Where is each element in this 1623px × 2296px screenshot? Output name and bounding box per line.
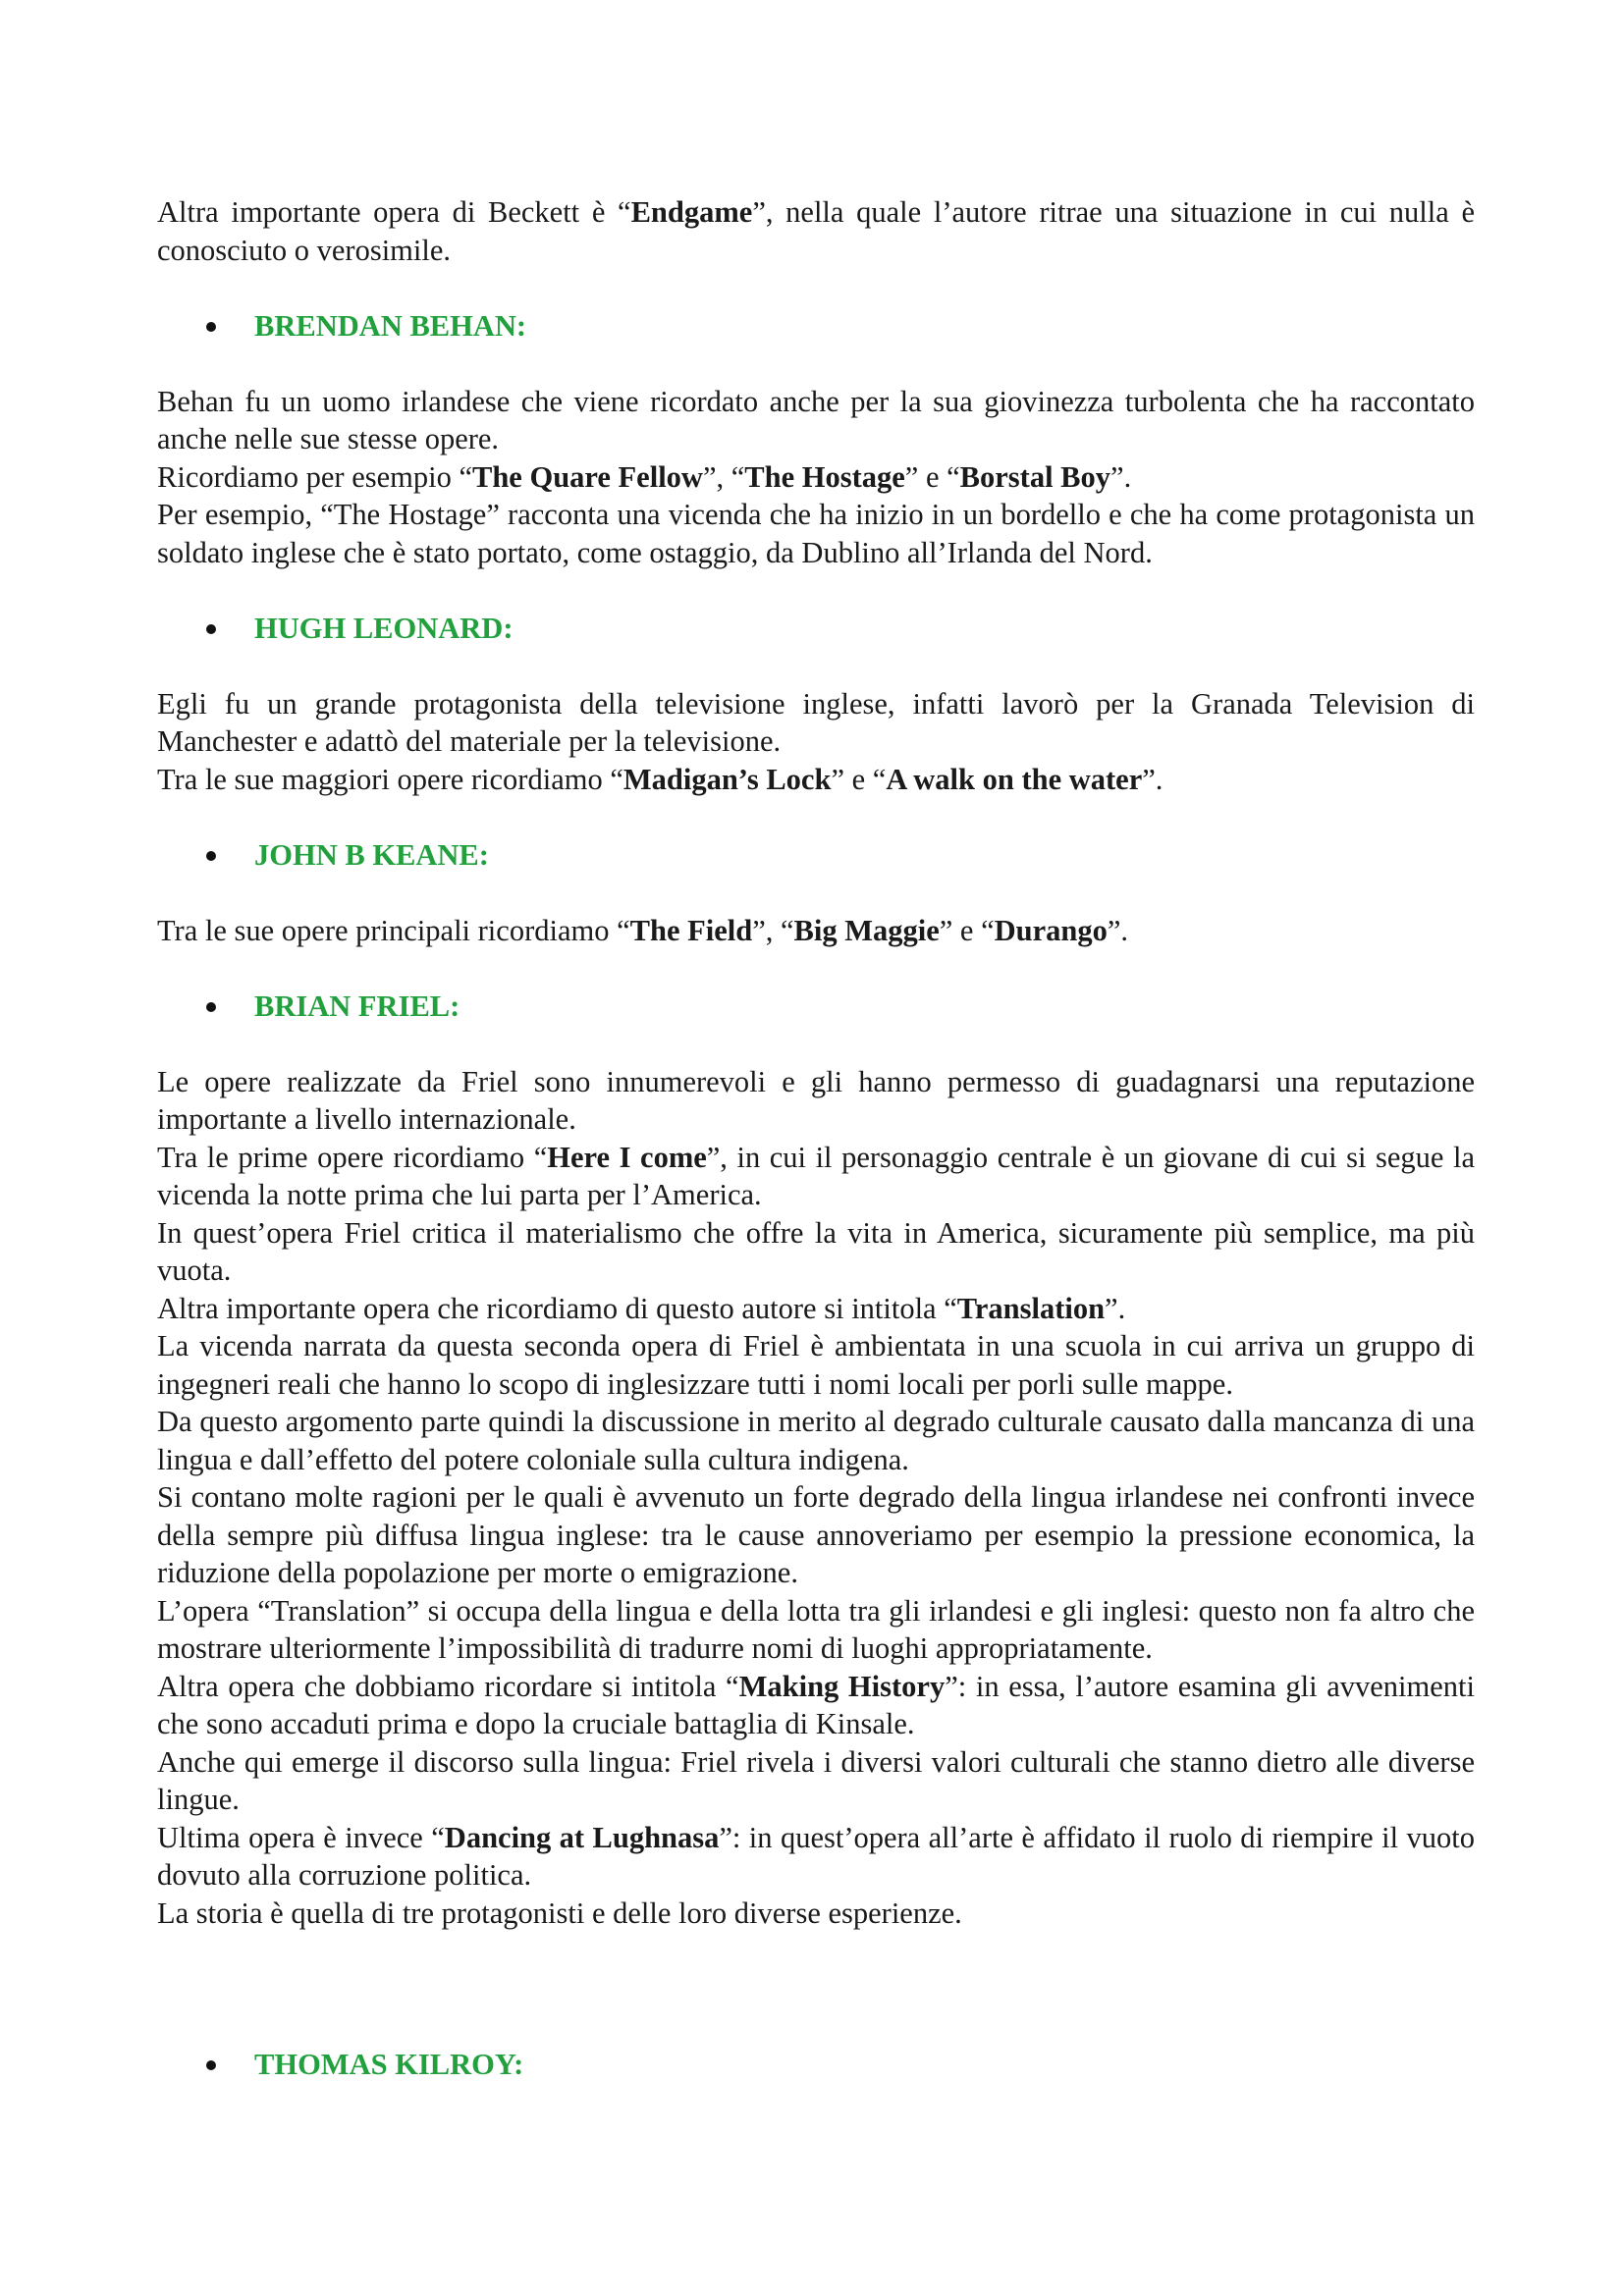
friel-paragraph-9: Altra opera che dobbiamo ricordare si intitola “Making History”: in essa, l’autore esamina gli avvenimenti che sono accaduti prima e dopo la cruciale battaglia di Kinsale.: [157, 1669, 1475, 1740]
title-endgame: Endgame: [630, 195, 753, 229]
title-dancing-at-lughnasa: Dancing at Lughnasa: [444, 1820, 720, 1854]
friel-paragraph-2: Tra le prime opere ricordiamo “Here I come”, in cui il personaggio centrale è un giovane di cui si segue la vicenda la notte prima che lui parta per l’America.: [157, 1140, 1476, 1211]
title-the-hostage: The Hostage: [744, 459, 905, 494]
friel-paragraph-7: Si contano molte ragioni per le quali è avvenuto un forte degrado della lingua irlandese nei confronti invece della sempre più diffusa lingua inglese: tra le cause annoveriamo per esempio la pressione economica, la riduzione della popolazione per morte o emigrazione.: [157, 1480, 1475, 1589]
friel-paragraph-4: Altra importante opera che ricordiamo di questo autore si intitola “Translation”.: [157, 1291, 1126, 1325]
friel-paragraph-12: La storia è quella di tre protagonisti e delle loro diverse esperienze.: [157, 1896, 962, 1930]
friel-paragraph-3: In quest’opera Friel critica il materialismo che offre la vita in America, sicuramente più semplice, ma più vuota.: [157, 1215, 1475, 1287]
behan-paragraph-3: Per esempio, “The Hostage” racconta una vicenda che ha inizio in un bordello e che ha come protagonista un soldato inglese che è stato portato, come ostaggio, da Dublino all’Irlanda del Nord.: [157, 498, 1475, 569]
heading-brian-friel: BRIAN FRIEL:: [157, 988, 1475, 1026]
bullet-icon: [206, 624, 216, 634]
bullet-icon: [206, 1002, 216, 1012]
bullet-icon: [206, 2060, 216, 2070]
title-durango: Durango: [994, 913, 1108, 947]
friel-paragraph-11: Ultima opera è invece “Dancing at Lughnasa”: in quest’opera all’arte è affidato il ruolo di riempire il vuoto dovuto alla corruzione politica.: [157, 1820, 1475, 1892]
friel-paragraph-6: Da questo argomento parte quindi la discussione in merito al degrado culturale causato dalla mancanza di una lingua e dall’effetto del potere coloniale sulla cultura indigena.: [157, 1405, 1475, 1476]
title-a-walk-on-the-water: A walk on the water: [886, 762, 1143, 796]
keane-paragraph-1: Tra le sue opere principali ricordiamo “The Field”, “Big Maggie” e “Durango”.: [157, 913, 1129, 947]
title-the-field: The Field: [629, 913, 753, 947]
heading-john-b-keane: JOHN B KEANE:: [157, 836, 1475, 875]
friel-paragraph-10: Anche qui emerge il discorso sulla lingua: Friel rivela i diversi valori culturali che stanno dietro alle diverse lingue.: [157, 1744, 1475, 1816]
title-the-quare-fellow: The Quare Fellow: [472, 459, 703, 494]
leonard-paragraph-1: Egli fu un grande protagonista della televisione inglese, infatti lavorò per la Granada Television di Manchester e adattò del materiale per la televisione.: [157, 686, 1475, 758]
behan-paragraph-1: Behan fu un uomo irlandese che viene ricordato anche per la sua giovinezza turbolenta che ha raccontato anche nelle sue stesse opere.: [157, 384, 1475, 455]
heading-hugh-leonard: HUGH LEONARD:: [157, 610, 1475, 648]
friel-paragraph-1: Le opere realizzate da Friel sono innumerevoli e gli hanno permesso di guadagnarsi una reputazione importante a livello internazionale.: [157, 1064, 1475, 1136]
title-madigans-lock: Madigan’s Lock: [622, 762, 832, 796]
title-making-history: Making History: [738, 1669, 946, 1703]
document-page: [157, 193, 1475, 2083]
friel-paragraph-5: La vicenda narrata da questa seconda opera di Friel è ambientata in una scuola in cui arriva un gruppo di ingegneri reali che hanno lo scopo di inglesizzare tutti i nomi locali per porli sulle mappe.: [157, 1329, 1475, 1401]
behan-paragraph-2: Ricordiamo per esempio “The Quare Fellow”, “The Hostage” e “Borstal Boy”.: [157, 459, 1132, 494]
title-translation: Translation: [956, 1291, 1106, 1325]
heading-thomas-kilroy: THOMAS KILROY:: [157, 2046, 1475, 2084]
leonard-paragraph-2: Tra le sue maggiori opere ricordiamo “Madigan’s Lock” e “A walk on the water”.: [157, 762, 1163, 796]
intro-paragraph: Altra importante opera di Beckett è “Endgame”, nella quale l’autore ritrae una situazione in cui nulla è conosciuto o verosimile.: [157, 195, 1476, 267]
heading-brendan-behan: BRENDAN BEHAN:: [157, 307, 1475, 346]
title-borstal-boy: Borstal Boy: [959, 459, 1111, 494]
title-here-i-come: Here I come: [547, 1140, 707, 1174]
bullet-icon: [206, 322, 216, 332]
bullet-icon: [206, 851, 216, 861]
title-big-maggie: Big Maggie: [793, 913, 940, 947]
friel-paragraph-8: L’opera “Translation” si occupa della lingua e della lotta tra gli irlandesi e gli inglesi: questo non fa altro che mostrare ulteriormente l’impossibilità di tradurre nomi di luoghi appropriatamente.: [157, 1593, 1475, 1665]
